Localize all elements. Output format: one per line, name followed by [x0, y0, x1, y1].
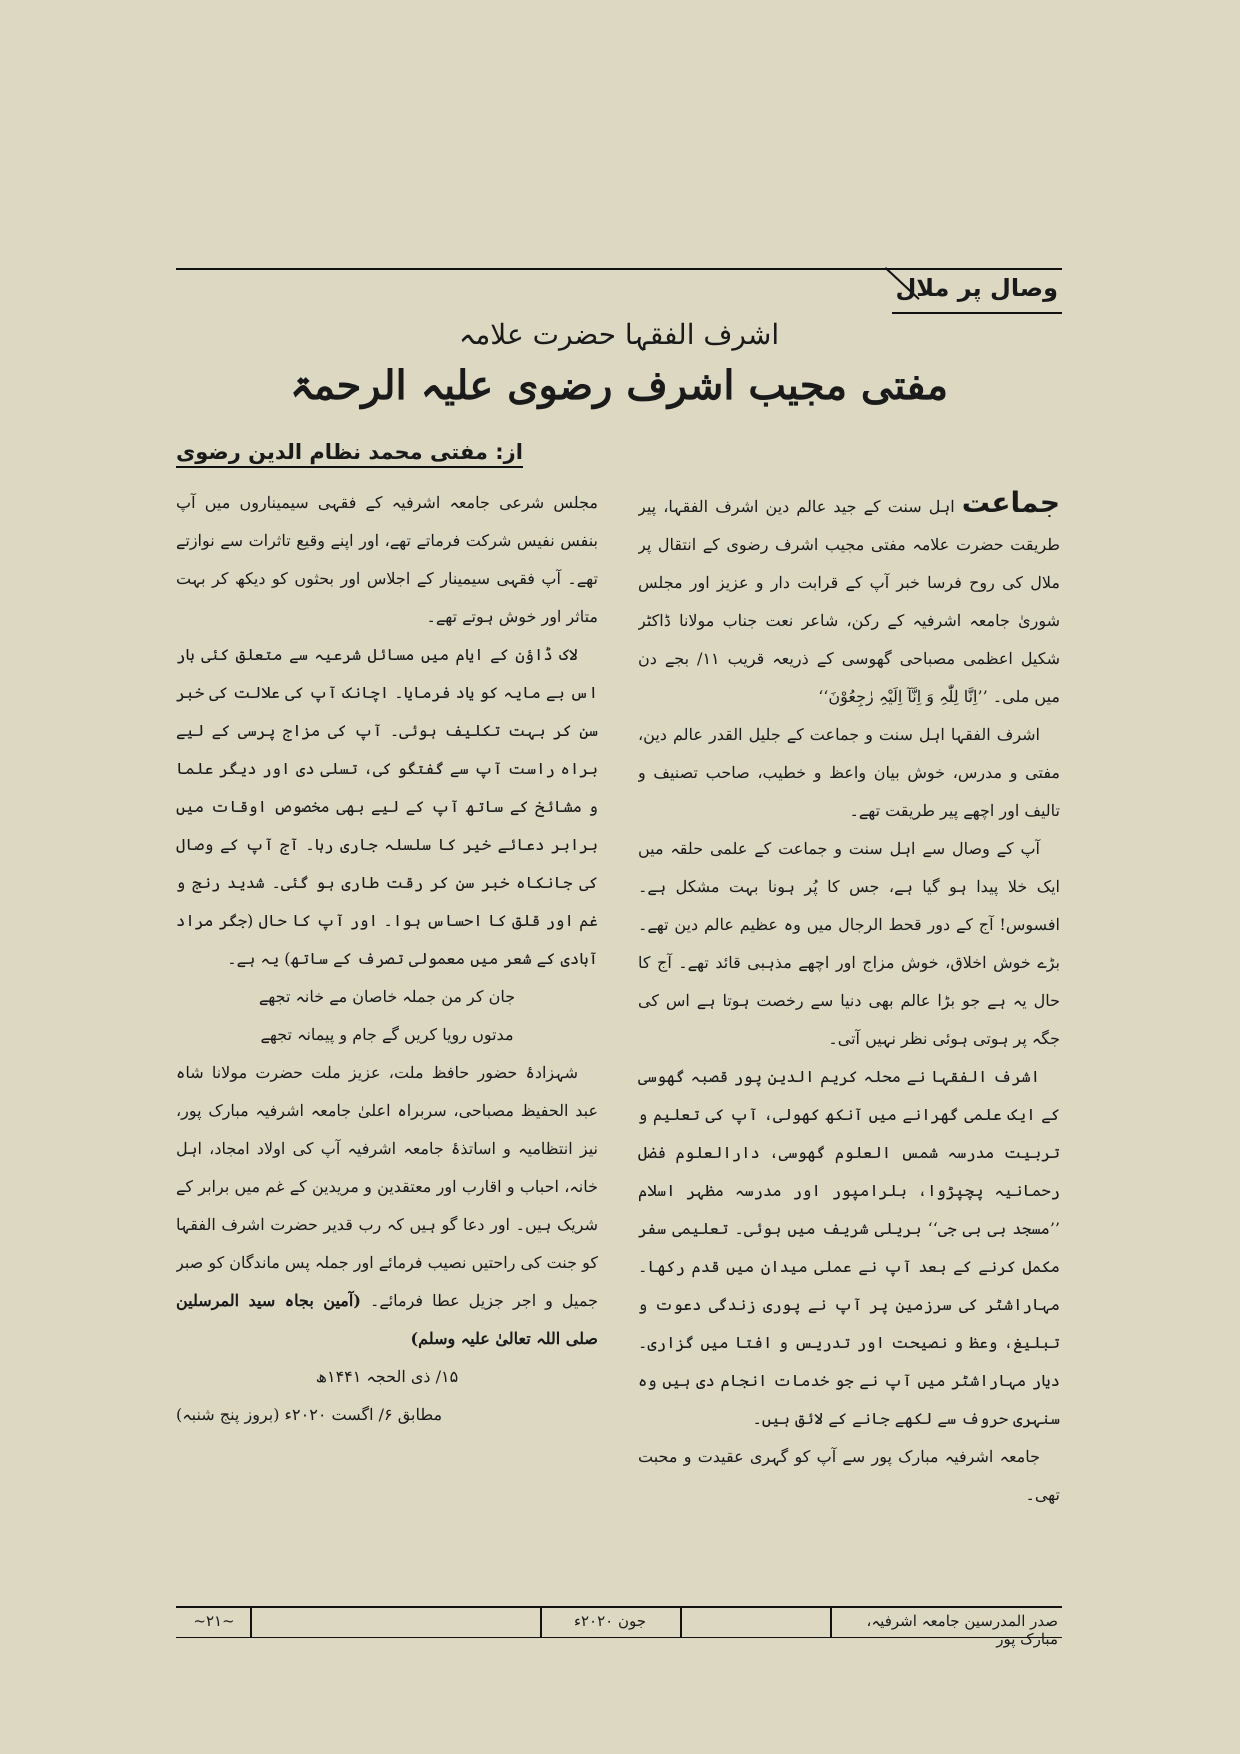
dates-block	[176, 1358, 598, 1434]
title-line-2: مفتی مجیب اشرف رضوی علیہ الرحمۃ	[290, 362, 948, 409]
paragraph: اشرف الفقہا اہل سنت و جماعت کے جلیل القدر عالم دین، مفتی و مدرس، خوش بیان واعظ و خطیب، صاحب تصنیف و تالیف اور اچھے پیر طریقت تھے۔	[638, 725, 1060, 820]
footer-divider	[680, 1606, 682, 1638]
footer-rule-bottom	[176, 1637, 1062, 1638]
date-hijri: ۱۵/ ذی الحجہ ۱۴۴۱ھ	[315, 1367, 459, 1386]
date-gregorian: مطابق ۶/ اگست ۲۰۲۰ء (بروز پنج شنبہ)	[176, 1405, 443, 1424]
paragraph: اشرف الفقہا نے محلہ کریم الدین پور قصبہ گھوسی کے ایک علمی گھرانے میں آنکھ کھولی، آپ کی تعلیم و تربیت مدرسہ شمس العلوم گھوسی، دارالعلوم فضل رحمانیہ پچپڑوا، بلرامپور اور مدرسہ مظہر اسلام ’’مسجد بی بی جی‘‘ بریلی شریف میں ہوئی۔ تعلیمی سفر مکمل کرنے کے بعد آپ نے عملی میدان میں قدم رکھا۔ مہاراشٹر کی سرزمین پر آپ نے پوری زندگی دعوت و تبلیغ، وعظ و نصیحت اور تدریس و افتا میں گزاری۔ دیار مہاراشٹر میں آپ نے جو خدمات انجام دی ہیں وہ سنہری حروف سے لکھے جانے کے لائق ہیں۔	[638, 1067, 1060, 1428]
paragraph	[176, 1054, 598, 1358]
paragraph: مجلس شرعی جامعہ اشرفیہ کے فقہی سیمیناروں میں آپ بنفس نفیس شرکت فرماتے تھے، اور اپنے وقیع تاثرات سے نوازتے تھے۔ آپ فقہی سیمینار کے اجلاس اور بحثوں کو دیکھ کر بہت متاثر اور خوش ہوتے تھے۔	[176, 493, 598, 626]
paragraph: لاک ڈاؤن کے ایام میں مسائل شرعیہ سے متعلق کئی بار اس بے مایہ کو یاد فرمایا۔ اچانک آپ کی علالت کی خبر سن کر بہت تکلیف ہوئی۔ آپ کی مزاج پرسی کے لیے براہ راست آپ سے گفتگو کی، تسلی دی اور دیگر علما و مشائخ کے ساتھ آپ کے لیے بھی مخصوص اوقات میں برابر دعائے خیر کا سلسلہ جاری رہا۔ آج آپ کے وصال کی جانکاہ خبر سن کر رقت طاری ہو گئی۔ شدید رنج و غم اور قلق کا احساس ہوا۔ اور آپ کا حال (جگر مراد آبادی کے شعر میں معمولی تصرف کے ساتھ) یہ ہے۔	[176, 645, 598, 968]
section-tab	[892, 268, 1062, 314]
footer-publication: صدر المدرسین جامعہ اشرفیہ، مبارک پور	[866, 1612, 1058, 1648]
amen-text: (آمین بجاہ سید المرسلین صلی اللہ تعالیٰ علیہ وسلم)	[176, 1291, 598, 1348]
verse-line: مدتوں رویا کریں گے جام و پیمانہ تجھے	[260, 1025, 514, 1044]
page-number: ~۲۱~	[193, 1612, 235, 1630]
footer-rule	[176, 1606, 1062, 1608]
paragraph: آپ کے وصال سے اہل سنت و جماعت کے علمی حلقہ میں ایک خلا پیدا ہو گیا ہے، جس کا پُر ہونا بہت مشکل ہے۔ افسوس! آج کے دور قحط الرجال میں وہ عظیم عالم دین تھے۔ بڑے خوش اخلاق، خوش مزاج اور اچھے مذہبی قائد تھے۔ آج کا حال یہ ہے جو بڑا عالم بھی دنیا سے رخصت ہوتا ہے اس کی جگہ پر ہوتی ہوئی نظر نہیں آتی۔	[638, 839, 1060, 1048]
paragraph: جامعہ اشرفیہ مبارک پور سے آپ کو گہری عقیدت و محبت تھی۔	[638, 1447, 1060, 1504]
footer-divider	[250, 1606, 252, 1638]
closing-text: شہزادۂ حضور حافظ ملت، عزیز ملت حضرت مولانا شاہ عبد الحفیظ مصباحی، سربراہ اعلیٰ جامعہ اشرفیہ مبارک پور، نیز انتظامیہ و اساتذۂ جامعہ اشرفیہ آپ کی اولاد امجاد، اہل خانہ، احباب و اقارب اور معتقدین و مریدین کے غم میں برابر کے شریک ہیں۔ اور دعا گو ہیں کہ رب قدیر حضرت اشرف الفقہا کو جنت کی راحتیں نصیب فرمائے اور جملہ پس ماندگان کو صبر جمیل و اجر جزیل عطا فرمائے۔	[176, 1063, 598, 1310]
title-line-1: اشرف الفقہا حضرت علامہ	[458, 318, 780, 351]
left-column	[176, 484, 598, 1584]
paragraph	[638, 484, 1060, 716]
right-column	[638, 484, 1060, 1584]
byline: از: مفتی محمد نظام الدین رضوی	[176, 440, 523, 468]
paragraph-text: اہل سنت کے جید عالم دین اشرف الفقہا، پیر طریقت حضرت علامہ مفتی مجیب اشرف رضوی کے انتقال پر ملال کی روح فرسا خبر آپ کے قرابت دار و عزیز اور مجلس شوریٰ جامعہ اشرفیہ کے رکن، شاعر نعت جناب مولانا ڈاکٹر شکیل اعظمی مصباحی گھوسی کے ذریعہ قریب ۱۱/ بجے دن میں ملی۔ ’’اِنَّا لِلّٰہِ وَ اِنَّآ اِلَیْہِ رٰجِعُوْنَ‘‘	[638, 497, 1060, 706]
verse-line: جان کر من جملہ خاصان مے خانہ تجھے	[258, 987, 516, 1006]
lead-word: جماعت	[961, 486, 1060, 519]
section-label: وصال پر ملال	[895, 274, 1058, 302]
footer-issue: جون ۲۰۲۰ء	[573, 1612, 647, 1630]
